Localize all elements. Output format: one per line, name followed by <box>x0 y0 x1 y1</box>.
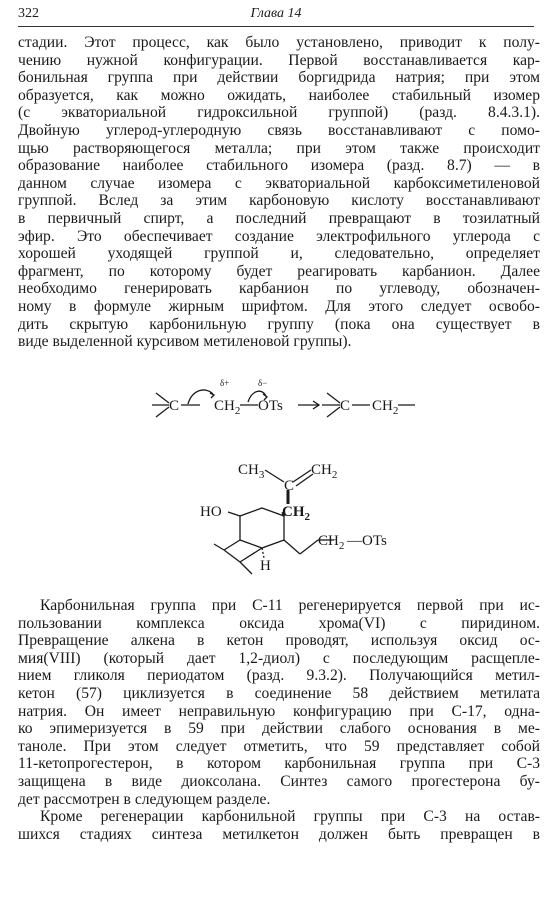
junction-hydrogen: H <box>260 558 271 574</box>
text-line: нием гликоля периодатом (разд. 9.3.2). Получающийся метил- <box>18 667 540 685</box>
delta-minus-label: δ− <box>258 378 268 388</box>
scheme-right-c: C <box>340 398 351 414</box>
text-line: натрия. Он имеет неправильную конфигурацию при С-17, одна- <box>18 702 540 720</box>
text-line: образование наиболее стабильного изомера (разд. 8.7) — в <box>18 157 540 175</box>
text-line: хорошей уходящей группой и, следовательно, определяет <box>18 245 540 263</box>
structural-formula <box>0 450 552 580</box>
text-line: защищена в виде диоксолана. Синтез самого прогестерона бу- <box>18 772 540 790</box>
paragraph-3 <box>18 808 540 843</box>
text-line: Двойную углерод-углеродную связь восстанавливают с помо- <box>18 121 540 139</box>
scheme-ots: OTs <box>258 398 283 414</box>
scheme-left-c: C <box>169 398 180 414</box>
page-header <box>18 4 534 27</box>
ch2-terminal: $CH_2$ <box>311 462 338 481</box>
text-line: таноле. При этом следует отметить, что 59 представляет собой <box>18 737 540 755</box>
text-line: мия(VIII) (который дает 1,2-диол) с последующим расщепле- <box>18 649 540 667</box>
text-line: дить скрытую карбонильную группу (пока она существует в <box>18 315 540 333</box>
text-line: 11-кетопрогестерон, в котором карбонильная группа при С-3 <box>18 755 540 773</box>
text-line: бонильная группа при действии боргидрида натрия; при этом <box>18 69 540 87</box>
text-line: группой. Вслед за этим карбоновую кислоту восстанавливают <box>18 192 540 210</box>
text-line: пользовании комплекса оксида хрома(VI) с пиридином. <box>18 614 540 632</box>
text-line: фрагмент, по которому будет реагировать карбанион. Далее <box>18 262 540 280</box>
text-line: (с экваториальной гидроксильной группой) (разд. 8.4.3.1). <box>18 104 540 122</box>
text-line: ко эпимеризуется в 59 при действии слабого основания в ме- <box>18 720 540 738</box>
text-line: данном случае изомера с экваториальной карбоксиметиленовой <box>18 174 540 192</box>
chain-ch2: $CH_2$ <box>318 533 345 552</box>
text-line: дет рассмотрен в следующем разделе. <box>18 790 271 808</box>
chain-ots: —OTs <box>347 533 387 549</box>
text-line: чению нужной конфигурации. Первой восстанавливается кар- <box>18 51 540 69</box>
text-line: кетон (57) циклизуется в соединение 58 действием метилата <box>18 684 540 702</box>
ch3-group: $CH_3$ <box>238 462 265 481</box>
text-line: образуется, как можно ожидать, наиболее стабильный изомер <box>18 86 540 104</box>
text-line: щью растворяющегося металла; при этом также происходит <box>18 139 540 157</box>
text-line: ному в формуле жирным шрифтом. Для этого следует освобо- <box>18 297 540 315</box>
text-line: шихся стадиях синтеза метилкетон должен быть превращен в <box>18 825 540 843</box>
scheme-ch2: $CH_2$ <box>214 398 241 417</box>
text-line: виде выделенной курсивом метиленовой группы). <box>18 333 352 351</box>
paragraph-1 <box>18 34 540 351</box>
text-line: Превращение алкена в кетон проводят, используя оксид ос- <box>18 632 540 650</box>
running-title: Глава 14 <box>250 6 302 21</box>
delta-plus-label: δ+ <box>220 378 230 388</box>
paragraph-2 <box>18 597 540 808</box>
text-line: Карбонильная группа при С-11 регенерируется первой при ис- <box>40 597 540 614</box>
text-line: необходимо генерировать карбанион по углеводу, обозначен- <box>18 280 540 298</box>
page-number: 322 <box>18 6 39 21</box>
text-line: эфир. Это обеспечивает создание электрофильного углерода с <box>18 227 540 245</box>
text-line: Кроме регенерации карбонильной группы при С-3 на остав- <box>40 808 540 825</box>
text-line: в первичный спирт, а последний превращают в тозилатный <box>18 209 540 227</box>
reaction-scheme <box>0 372 552 442</box>
hydroxyl-group: HO <box>200 504 222 520</box>
scheme-right-ch2: $CH_2$ <box>372 398 399 417</box>
ch2-bold-group: $CH_2$ <box>282 504 310 523</box>
text-line: стадии. Этот процесс, как было установлено, приводит к полу- <box>18 34 540 51</box>
alkene-carbon: C <box>284 478 295 494</box>
